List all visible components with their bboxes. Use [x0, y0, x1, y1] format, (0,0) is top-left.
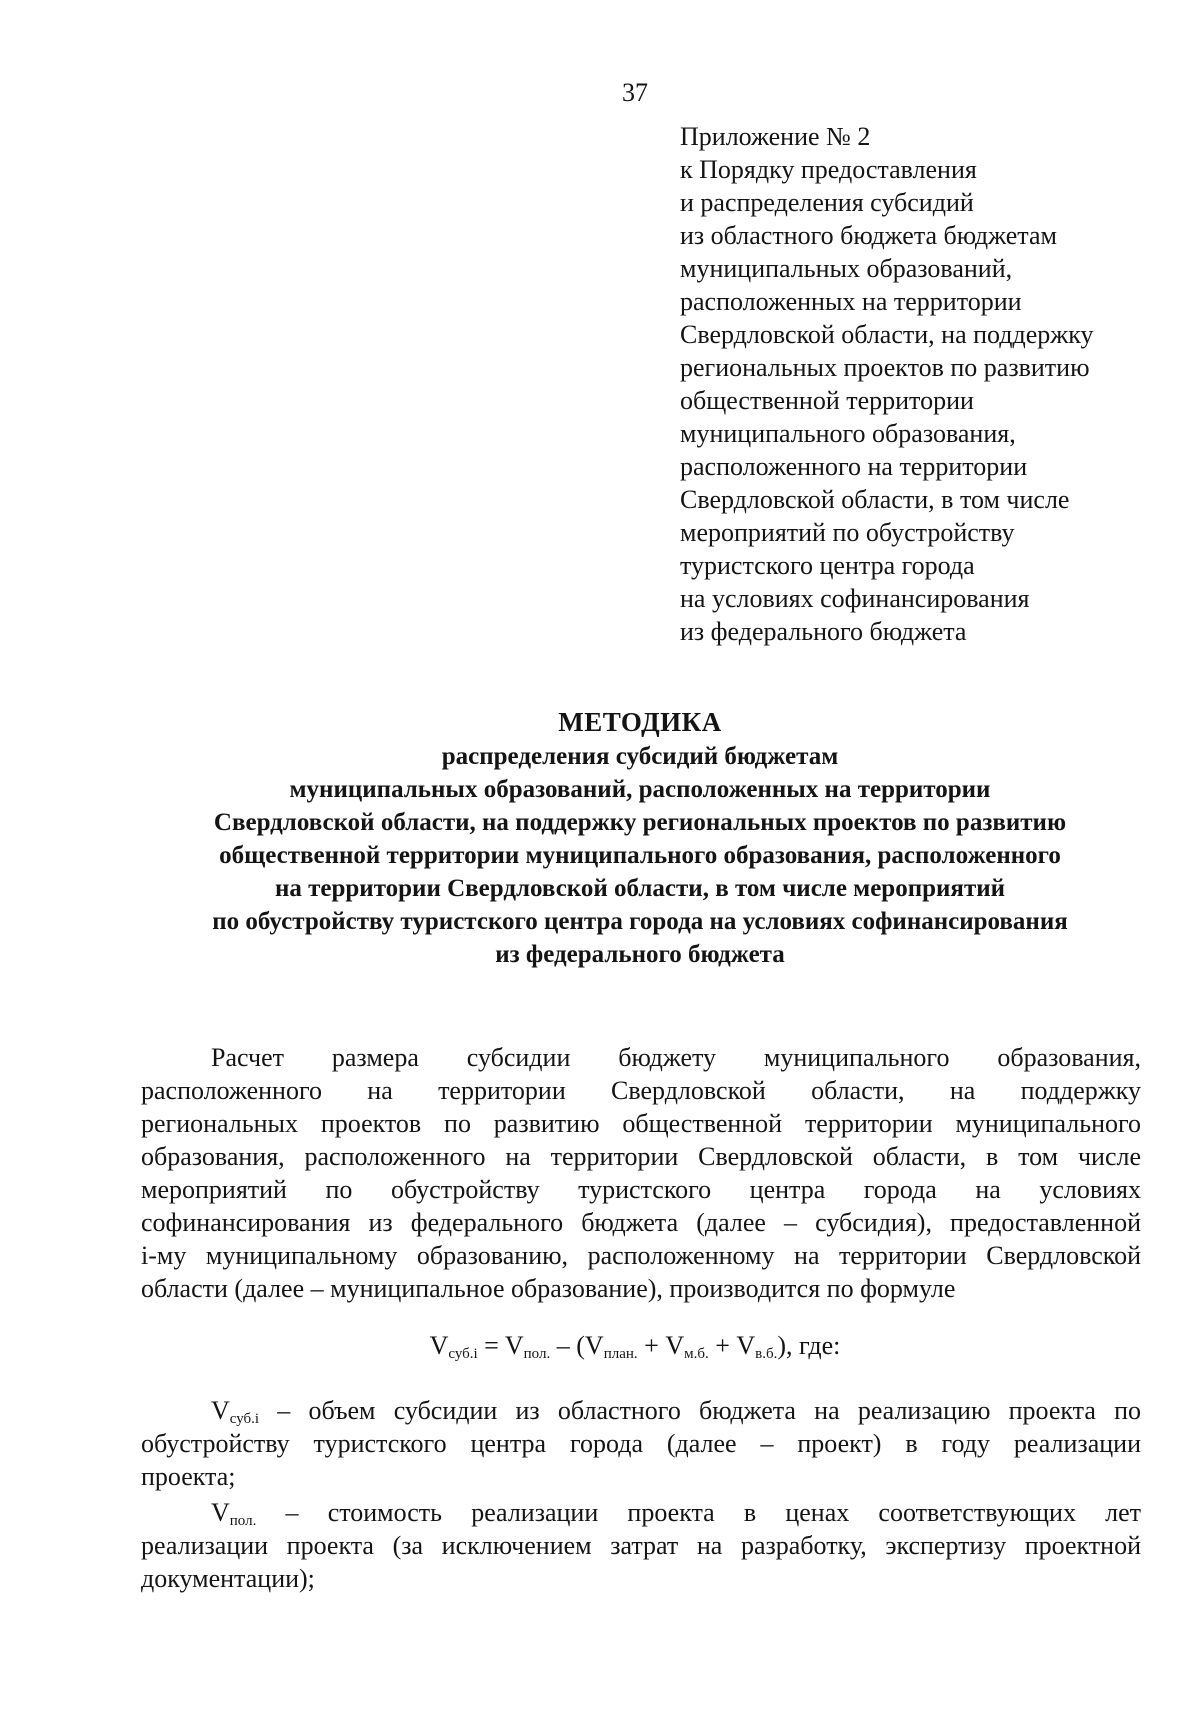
- formula-subscript: м.б.: [684, 1346, 709, 1362]
- formula-symbol: V: [584, 1331, 604, 1360]
- title-line: муниципальных образований, расположенных на территории: [289, 776, 991, 803]
- formula-operator: +: [708, 1331, 737, 1360]
- definition-line: обустройству туристского центра города (далее – проект) в году реализации: [141, 1429, 1141, 1458]
- definition-line: документации);: [141, 1564, 315, 1593]
- intro-paragraph: [141, 1041, 1141, 1305]
- formula-tail: ), где:: [777, 1331, 841, 1360]
- formula-subscript: план.: [603, 1346, 638, 1362]
- appendix-line: общественной территории: [680, 386, 974, 415]
- paragraph-line: i-му муниципальному образованию, расположенному на территории Свердловской: [141, 1241, 1141, 1270]
- appendix-line: из областного бюджета бюджетам: [680, 221, 1057, 250]
- paragraph-line: расположенного на территории Свердловской области, на поддержку: [141, 1076, 1141, 1105]
- formula: [0, 1329, 1200, 1362]
- paragraph-line: образования, расположенного на территории Свердловской области, в том числе: [141, 1142, 1141, 1171]
- formula-operator: – (: [550, 1331, 585, 1360]
- formula-symbol: V: [429, 1331, 449, 1360]
- definition-line: реализации проекта (за исключением затрат на разработку, экспертизу проектной: [141, 1531, 1141, 1560]
- formula-symbol: V: [504, 1331, 524, 1360]
- definition-text: – стоимость реализации проекта в ценах соответствующих лет: [256, 1498, 1141, 1527]
- appendix-line: Приложение № 2: [680, 122, 871, 151]
- document-title: [120, 704, 1160, 971]
- appendix-line: муниципального образования,: [680, 419, 1016, 448]
- paragraph-line: региональных проектов по развитию общественной территории муниципального: [141, 1109, 1141, 1138]
- page-number: 37: [622, 78, 648, 107]
- definition-full-cost: [141, 1496, 1141, 1595]
- formula-symbol: V: [665, 1331, 685, 1360]
- appendix-header: [680, 120, 1180, 648]
- appendix-line: из федерального бюджета: [680, 617, 967, 646]
- title-line: распределения субсидий бюджетам: [441, 743, 839, 770]
- formula-symbol: V: [736, 1331, 756, 1360]
- paragraph-line: области (далее – муниципальное образование), производится по формуле: [141, 1274, 956, 1303]
- definition-symbol: V: [211, 1396, 230, 1425]
- definition-subsidy: [141, 1394, 1141, 1493]
- formula-subscript: пол.: [523, 1346, 551, 1362]
- formula-subscript: в.б.: [755, 1346, 778, 1362]
- definition-subscript: пол.: [229, 1513, 257, 1529]
- paragraph-line: софинансирования из федерального бюджета (далее – субсидия), предоставленной: [141, 1208, 1141, 1237]
- title-line: общественной территории муниципального образования, расположенного: [219, 842, 1061, 869]
- appendix-line: муниципальных образований,: [680, 254, 1013, 283]
- title-line: из федерального бюджета: [495, 941, 785, 968]
- title-main: МЕТОДИКА: [558, 707, 722, 737]
- appendix-line: расположенных на территории: [680, 287, 1022, 316]
- title-line: Свердловской области, на поддержку региональных проектов по развитию: [213, 809, 1067, 836]
- formula-subscript: суб.i: [448, 1346, 478, 1362]
- appendix-line: на условиях софинансирования: [680, 584, 1030, 613]
- appendix-line: Свердловской области, в том числе: [680, 485, 1070, 514]
- appendix-line: Свердловской области, на поддержку: [680, 320, 1094, 349]
- appendix-line: расположенного на территории: [680, 452, 1028, 481]
- definition-line: [141, 1496, 1141, 1529]
- definition-line: проекта;: [141, 1462, 236, 1491]
- title-line: на территории Свердловской области, в том числе мероприятий: [274, 875, 1006, 902]
- appendix-line: к Порядку предоставления: [680, 155, 977, 184]
- paragraph-line: Расчет размера субсидии бюджету муниципального образования,: [211, 1043, 1141, 1072]
- appendix-line: туристского центра города: [680, 551, 975, 580]
- title-line: по обустройству туристского центра города на условиях софинансирования: [212, 908, 1068, 935]
- appendix-line: и распределения субсидий: [680, 188, 974, 217]
- definition-symbol: V: [211, 1498, 230, 1527]
- appendix-line: региональных проектов по развитию: [680, 353, 1090, 382]
- definition-line: [141, 1394, 1141, 1427]
- paragraph-line: мероприятий по обустройству туристского центра города на условиях: [141, 1175, 1141, 1204]
- formula-operator: +: [637, 1331, 666, 1360]
- definition-text: – объем субсидии из областного бюджета на реализацию проекта по: [259, 1396, 1141, 1425]
- appendix-line: мероприятий по обустройству: [680, 518, 1015, 547]
- formula-operator: =: [477, 1331, 505, 1360]
- definition-subscript: суб.i: [229, 1411, 260, 1427]
